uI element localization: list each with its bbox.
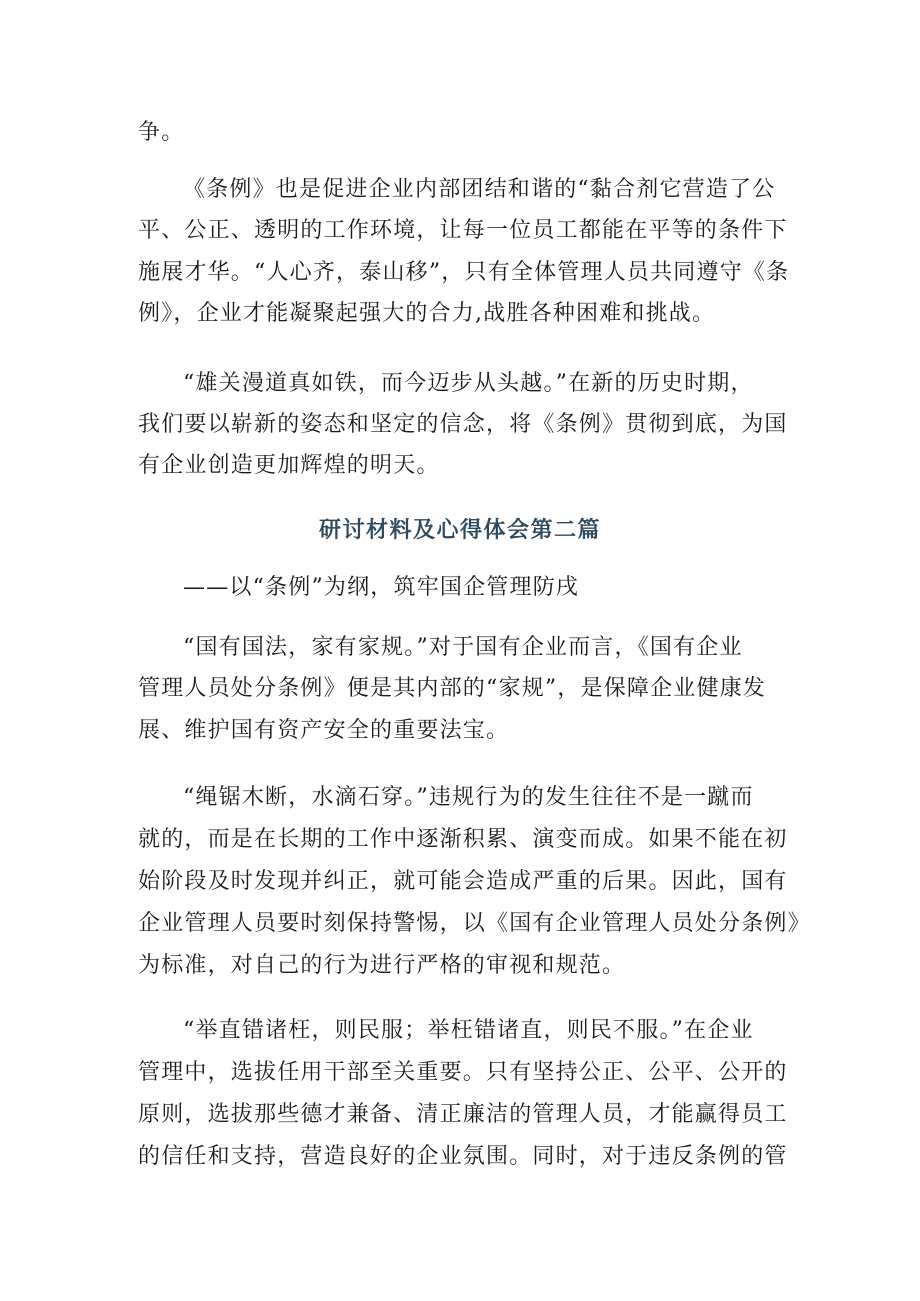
paragraph-line: 展、维护国有资产安全的重要法宝。 (138, 718, 510, 743)
paragraph-line: “举直错诸枉，则民服；举枉错诸直，则民不服。”在企业 (183, 1018, 754, 1043)
paragraph-line: 的信任和支持，营造良好的企业氛围。同时，对于违反条例的管 (138, 1144, 788, 1169)
paragraph-line: 我们要以崭新的姿态和坚定的信念，将《条例》贯彻到底，为国 (138, 412, 788, 437)
paragraph-line: 管理人员处分条例》便是其内部的“家规”，是保障企业健康发 (138, 676, 767, 701)
paragraph-line: 管理中，选拔任用干部至关重要。只有坚持公正、公平、公开的 (138, 1060, 788, 1085)
paragraph-line: 有企业创造更加辉煌的明天。 (138, 453, 440, 478)
paragraph-line: “雄关漫道真如铁，而今迈步从头越。”在新的历史时期， (183, 371, 754, 396)
paragraph-line: 《条例》也是促进企业内部团结和谐的“黏合剂它营造了公 (183, 177, 776, 202)
paragraph-line: 例》，企业才能凝聚起强大的合力,战胜各种困难和挑战。 (138, 301, 716, 326)
paragraph-line: 始阶段及时发现并纠正，就可能会造成严重的后果。因此，国有 (138, 869, 788, 894)
paragraph-line: “绳锯木断，水滴石穿。”违规行为的发生往往不是一蹴而 (183, 785, 754, 810)
paragraph-line: 就的，而是在长期的工作中逐渐积累、演变而成。如果不能在初 (138, 827, 788, 852)
paragraph-line: 平、公正、透明的工作环境，让每一位员工都能在平等的条件下 (138, 218, 788, 243)
paragraph-line: 施展才华。“人心齐，泰山移”，只有全体管理人员共同遵守《条 (138, 260, 790, 285)
paragraph-line: “国有国法，家有家规。”对于国有企业而言，《国有企业 (183, 635, 743, 660)
paragraph-line: 企业管理人员要时刻保持警惕，以《国有企业管理人员处分条例》 (138, 911, 811, 936)
subtitle-line: ——以“条例”为纲，筑牢国企管理防戌 (183, 575, 580, 600)
section-heading: 研讨材料及心得体会第二篇 (318, 517, 601, 543)
paragraph-line: 原则，选拔那些德才兼备、清正廉洁的管理人员，才能赢得员工 (138, 1102, 788, 1127)
paragraph-line: 为标准，对自己的行为进行严格的审视和规范。 (138, 953, 626, 978)
paragraph-line: 争。 (138, 120, 185, 145)
